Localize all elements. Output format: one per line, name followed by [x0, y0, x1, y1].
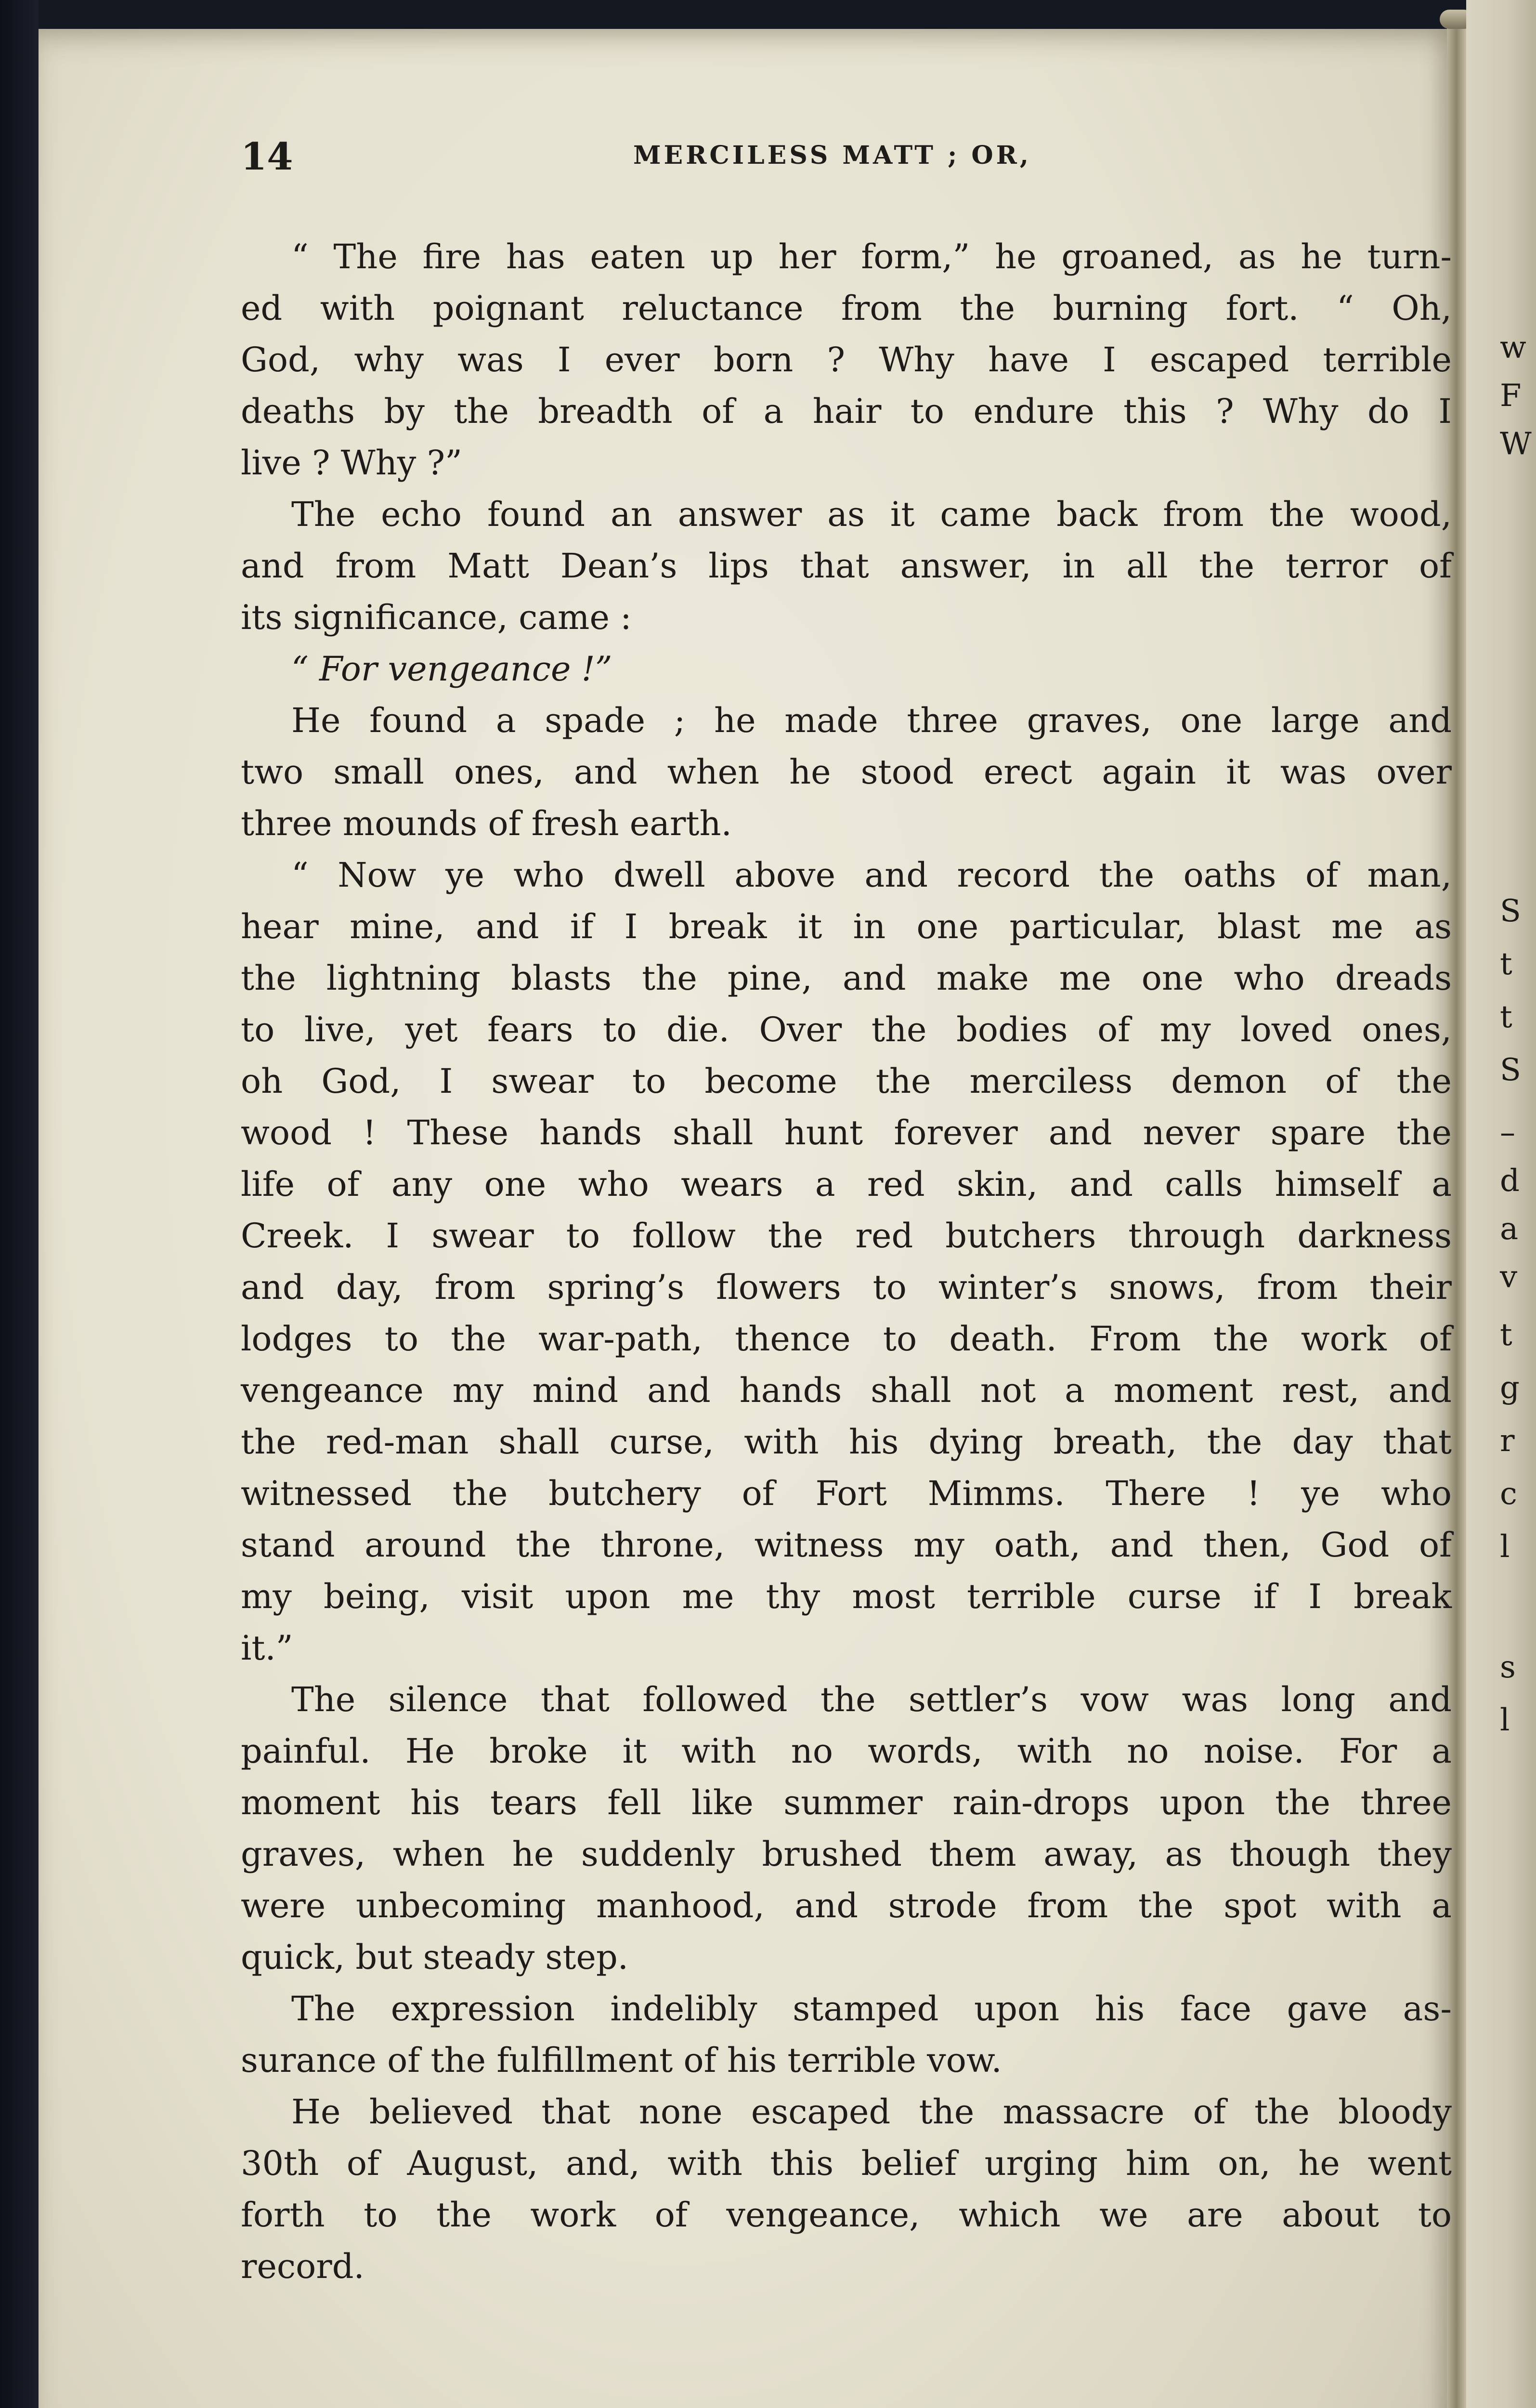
next-page-fragment: r [1500, 1423, 1515, 1459]
text-line: the lightning blasts the pine, and make me one who dreads [241, 958, 1452, 998]
text-line: graves, when he suddenly brushed them away, as though they [241, 1834, 1452, 1874]
text-line: two small ones, and when he stood erect again it was over [241, 752, 1452, 792]
text-line: The silence that followed the settler’s vow was long and [291, 1680, 1452, 1719]
text-line: quick, but steady step. [241, 1937, 629, 1977]
text-line: three mounds of fresh earth. [241, 804, 732, 843]
next-page-edge [1466, 0, 1536, 2408]
next-page-fragment: g [1500, 1370, 1520, 1406]
next-page-fragment: s [1500, 1649, 1516, 1685]
text-line: it.” [241, 1628, 293, 1668]
text-line: He believed that none escaped the massacre of the bloody [291, 2092, 1452, 2132]
page-number: 14 [241, 135, 293, 179]
text-line: vengeance my mind and hands shall not a moment rest, and [241, 1371, 1452, 1410]
text-line: Creek. I swear to follow the red butchers through darkness [241, 1216, 1452, 1256]
text-line: its significance, came : [241, 598, 632, 637]
text-line: He found a spade ; he made three graves, one large and [291, 701, 1452, 740]
next-page-fragment: d [1500, 1163, 1520, 1199]
running-title: MERCILESS MATT ; OR, [633, 141, 1032, 170]
next-page-fragment: S [1500, 893, 1521, 929]
text-line: The expression indelibly stamped upon his face gave as- [291, 1989, 1452, 2028]
next-page-fragment: l [1500, 1529, 1510, 1565]
next-page-fragment: t [1500, 946, 1512, 982]
next-page-fragment: w [1500, 330, 1526, 366]
text-line: forth to the work of vengeance, which we are about to [241, 2195, 1452, 2235]
text-line: wood ! These hands shall hunt forever and never spare the [241, 1113, 1452, 1152]
text-line: witnessed the butchery of Fort Mimms. There ! ye who [241, 1474, 1452, 1513]
text-line: surance of the fulfillment of his terrible vow. [241, 2041, 1002, 2080]
text-line: life of any one who wears a red skin, and calls himself a [241, 1165, 1452, 1204]
text-line: deaths by the breadth of a hair to endure this ? Why do I [241, 392, 1452, 431]
text-line: to live, yet fears to die. Over the bodies of my loved ones, [241, 1010, 1452, 1049]
scan-background [0, 0, 39, 2408]
text-line: “ Now ye who dwell above and record the oaths of man, [291, 855, 1452, 895]
text-line: painful. He broke it with no words, with no noise. For a [241, 1731, 1452, 1771]
text-line: record. [241, 2247, 364, 2286]
running-head [241, 135, 1459, 188]
text-line: 30th of August, and, with this belief urging him on, he went [241, 2144, 1452, 2183]
text-line: oh God, I swear to become the merciless demon of the [241, 1061, 1452, 1101]
text-line: ed with poignant reluctance from the burning fort. “ Oh, [241, 288, 1452, 328]
text-line: moment his tears fell like summer rain-drops upon the three [241, 1783, 1452, 1822]
next-page-fragment: F [1500, 378, 1522, 414]
next-page-fragment: W [1500, 426, 1532, 462]
text-line: stand around the throne, witness my oath, and then, God of [241, 1525, 1452, 1565]
text-line: “ For vengeance !” [291, 649, 612, 689]
text-line: live ? Why ?” [241, 443, 462, 483]
text-line: and day, from spring’s flowers to winter’s snows, from their [241, 1268, 1452, 1307]
next-page-fragment: t [1500, 999, 1512, 1035]
text-line: lodges to the war-path, thence to death. From the work of [241, 1319, 1452, 1359]
next-page-fragment: S [1500, 1052, 1521, 1088]
text-line: my being, visit upon me thy most terrible curse if I break [241, 1577, 1452, 1616]
text-line: “ The fire has eaten up her form,” he groaned, as he turn- [291, 237, 1452, 276]
text-line: God, why was I ever born ? Why have I escaped terrible [241, 340, 1452, 380]
next-page-fragment: a [1500, 1211, 1519, 1247]
next-page-fragment: t [1500, 1317, 1512, 1353]
text-line: the red-man shall curse, with his dying breath, the day that [241, 1422, 1452, 1462]
text-line: The echo found an answer as it came back from the wood, [291, 495, 1452, 534]
next-page-fragment: l [1500, 1702, 1510, 1738]
next-page-fragment: – [1500, 1115, 1515, 1151]
next-page-fragment: v [1500, 1259, 1518, 1295]
text-line: were unbecoming manhood, and strode from the spot with a [241, 1886, 1452, 1925]
text-line: and from Matt Dean’s lips that answer, in all the terror of [241, 546, 1452, 586]
body-text [241, 231, 1452, 2292]
text-line: hear mine, and if I break it in one particular, blast me as [241, 907, 1452, 946]
next-page-fragment: c [1500, 1476, 1517, 1512]
